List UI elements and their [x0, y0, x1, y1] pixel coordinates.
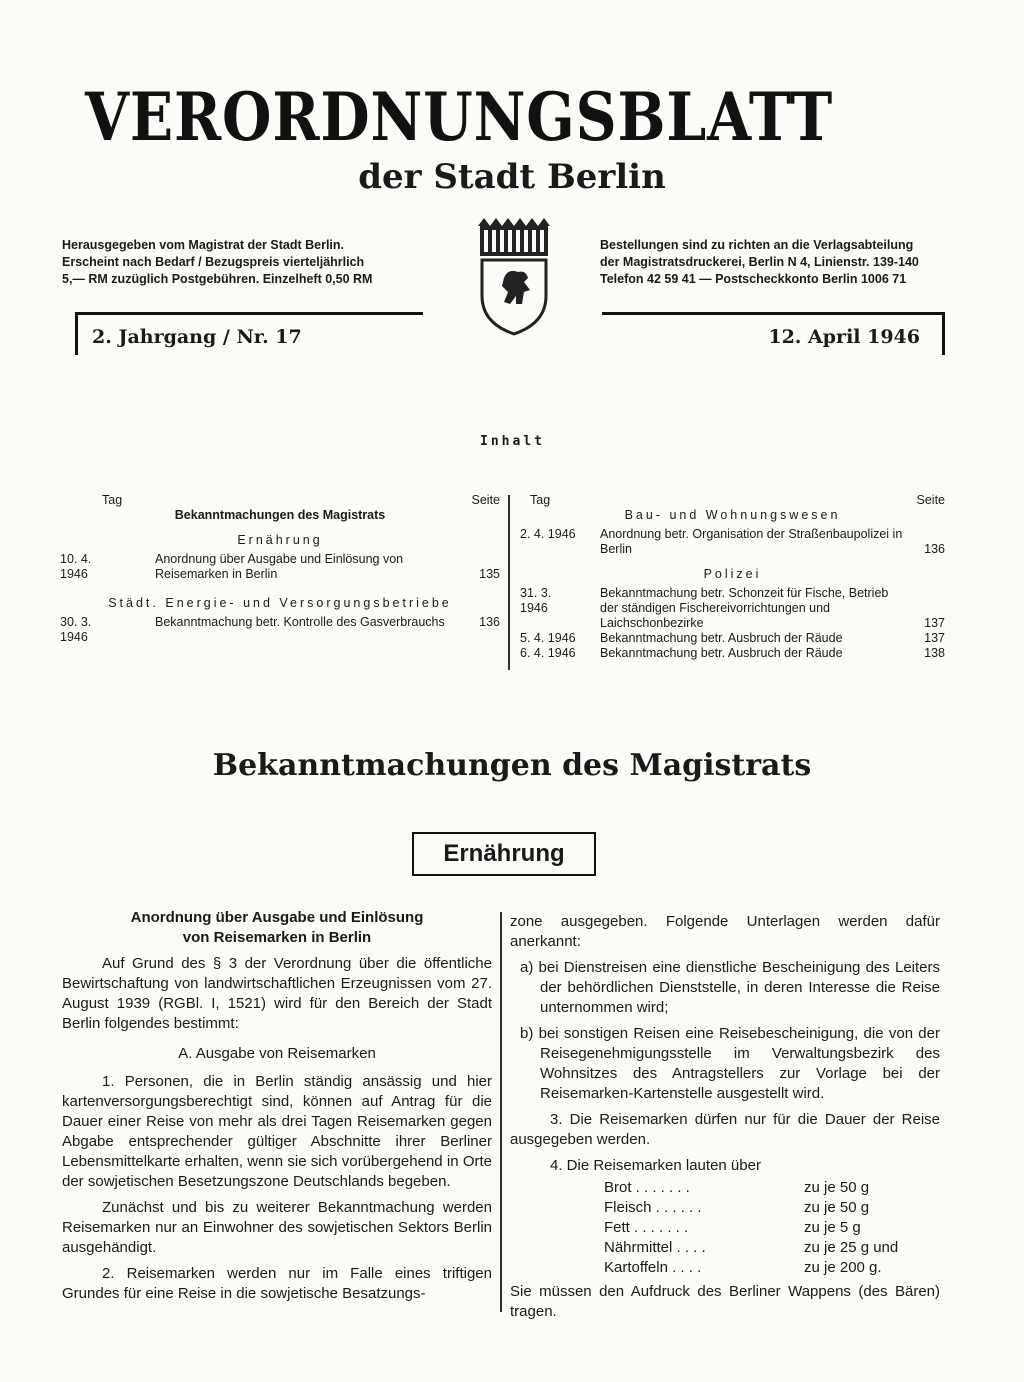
- article-left-column: [62, 908, 492, 1310]
- masthead-title: VERORDNUNGSBLATT: [85, 78, 834, 156]
- ration-row: [604, 1218, 904, 1238]
- imprint-publisher: [62, 237, 442, 288]
- category-box: Ernährung: [412, 832, 596, 876]
- article-list-item: a) bei Dienstreisen eine dienstliche Bescheinigung des Leiters der behördlichen Dienststelle, in deren Interesse die Reise unternommen wird;: [520, 959, 940, 1016]
- toc-entry-text: Bekanntmachung betr. Ausbruch der Räude: [600, 646, 843, 660]
- berlin-bear-crest-icon: [474, 218, 554, 338]
- imprint-orders: [600, 237, 960, 288]
- toc-col-tag: Tag: [102, 493, 123, 507]
- toc-entry-text: Bekanntmachung betr. Kontrolle des Gasverbrauchs: [155, 615, 445, 629]
- article-paragraph: 2. Reisemarken werden nur im Falle eines triftigen Grundes für eine Reise in die sowjetische Besatzungs-: [62, 1265, 492, 1302]
- imprint-line: der Magistratsdruckerei, Berlin N 4, Linienstr. 139-140: [600, 255, 919, 269]
- imprint-line: Erscheint nach Bedarf / Bezugspreis vierteljährlich: [62, 255, 365, 269]
- toc-heading: Inhalt: [480, 434, 545, 449]
- toc-column-headers: [102, 493, 500, 508]
- ration-list: [604, 1178, 904, 1278]
- toc-entry: [520, 631, 945, 646]
- ration-amount: zu je 50 g: [804, 1179, 870, 1196]
- ration-amount: zu je 5 g: [804, 1219, 861, 1236]
- toc-group-title: Städt. Energie- und Versorgungsbetriebe: [108, 596, 452, 610]
- issue-date: 12. April 1946: [768, 326, 920, 348]
- masthead-subtitle: der Stadt Berlin: [358, 157, 666, 197]
- imprint-line: Herausgegeben vom Magistrat der Stadt Berlin.: [62, 238, 345, 252]
- toc-divider: [508, 495, 510, 670]
- ration-row: [604, 1258, 904, 1278]
- toc-entry-page: 136: [924, 542, 945, 556]
- toc-entry-text: Anordnung betr. Organisation der Straßenbaupolizei in Berlin: [600, 527, 903, 556]
- ration-item: Kartoffeln . . . .: [604, 1259, 702, 1276]
- toc-col-seite: Seite: [471, 493, 500, 507]
- toc-entry: [520, 527, 945, 557]
- ration-row: [604, 1198, 904, 1218]
- toc-entry-date: 6. 4. 1946: [520, 646, 576, 660]
- ration-row: [604, 1238, 904, 1258]
- toc-entry-date: 31. 3. 1946: [520, 586, 552, 615]
- imprint-line: 5,— RM zuzüglich Postgebühren. Einzelheft 0,50 RM: [62, 272, 373, 286]
- toc-entry: [60, 552, 500, 582]
- toc-entry-page: 135: [479, 567, 500, 581]
- ration-item: Nährmittel . . . .: [604, 1239, 706, 1256]
- toc-group-title: Ernährung: [237, 533, 323, 547]
- toc-entry-text: Anordnung über Ausgabe und Einlösung von Reisemarken in Berlin: [155, 552, 404, 581]
- column-divider: [500, 912, 502, 1312]
- ration-item: Fleisch . . . . . .: [604, 1199, 702, 1216]
- toc-section-heading: Bekanntmachungen des Magistrats: [174, 508, 386, 522]
- toc-entry: [520, 646, 945, 661]
- section-title: Bekanntmachungen des Magistrats: [212, 748, 812, 783]
- article-title: [62, 908, 492, 948]
- imprint-line: Telefon 42 59 41 — Postscheckkonto Berlin 1006 71: [600, 272, 907, 286]
- toc-entry-page: 136: [479, 615, 500, 629]
- ration-item: Fett . . . . . . .: [604, 1219, 689, 1236]
- article-intro: Auf Grund des § 3 der Verordnung über die öffentliche Bewirtschaftung von landwirtschaftlichen Erzeugnissen vom 27. August 1939 (RGBl. I, 1521) wird für den Bereich der Stadt Berlin folgendes bestimmt:: [62, 955, 492, 1032]
- toc-entry-text: Bekanntmachung betr. Ausbruch der Räude: [600, 631, 843, 645]
- article-right-column: [510, 912, 940, 1328]
- article-paragraph: Sie müssen den Aufdruck des Berliner Wappens (des Bären) tragen.: [510, 1283, 940, 1320]
- ration-item: Brot . . . . . . .: [604, 1179, 690, 1196]
- toc-group-title: Polizei: [703, 567, 762, 581]
- ration-amount: zu je 25 g und: [804, 1239, 899, 1256]
- toc-entry-date: 10. 4. 1946: [60, 552, 92, 581]
- ration-row: [604, 1178, 904, 1198]
- article-paragraph: Zunächst und bis zu weiterer Bekanntmachung werden Reisemarken nur an Einwohner des sowjetischen Sektors Berlin ausgehändigt.: [62, 1199, 492, 1256]
- article-paragraph: 1. Personen, die in Berlin ständig ansässig und hier kartenversorgungsberechtigt sind, können auf Antrag für die Dauer einer Reise von mehr als drei Tagen Reisemarken gegen Abgabe entsprechender gültiger Abschnitte ihrer Berliner Lebensmittelkarte erhalten, wenn sie sich vorübergehend in Orte der sowjetischen Besetzungszone Deutschlands begeben.: [62, 1073, 492, 1190]
- article-subheading: A. Ausgabe von Reisemarken: [178, 1045, 376, 1062]
- article-paragraph: 3. Die Reisemarken dürfen nur für die Dauer der Reise ausgegeben werden.: [510, 1111, 940, 1148]
- toc-entry-page: 137: [924, 631, 945, 645]
- toc-col-seite: Seite: [916, 493, 945, 507]
- ration-amount: zu je 200 g.: [804, 1259, 882, 1276]
- toc-entry-date: 30. 3. 1946: [60, 615, 92, 644]
- article-list-item: b) bei sonstigen Reisen eine Reisebescheinigung, die von der Reisegenehmigungsstelle im Verwaltungsbezirk des Wohnsitzes des Antragstellers zur Vorlage bei der Reisemarken-Kartenstelle ausgestellt wird.: [520, 1025, 940, 1102]
- toc-group-title: Bau- und Wohnungswesen: [624, 508, 841, 522]
- article-paragraph: zone ausgegeben. Folgende Unterlagen werden dafür anerkannt:: [510, 913, 940, 950]
- toc-entry-page: 138: [924, 646, 945, 660]
- toc-column-headers: [530, 493, 945, 508]
- toc-right-column: [520, 493, 945, 661]
- toc-entry: [60, 615, 500, 644]
- toc-entry-text: Bekanntmachung betr. Schonzeit für Fische, Betrieb der ständigen Fischereivorrichtungen und Laichschonbezirke: [600, 586, 889, 630]
- toc-entry-date: 5. 4. 1946: [520, 631, 576, 645]
- article-title-line: Anordnung über Ausgabe und Einlösung: [130, 909, 424, 926]
- imprint-line: Bestellungen sind zu richten an die Verlagsabteilung: [600, 238, 914, 252]
- toc-entry-date: 2. 4. 1946: [520, 527, 576, 541]
- article-paragraph: 4. Die Reisemarken lauten über: [550, 1157, 761, 1174]
- toc-col-tag: Tag: [530, 493, 551, 507]
- toc-entry: [520, 586, 945, 631]
- toc-left-column: [60, 493, 500, 644]
- ration-amount: zu je 50 g: [804, 1199, 870, 1216]
- issue-volume: 2. Jahrgang / Nr. 17: [92, 326, 302, 348]
- toc-entry-page: 137: [924, 616, 945, 630]
- article-title-line: von Reisemarken in Berlin: [182, 929, 372, 946]
